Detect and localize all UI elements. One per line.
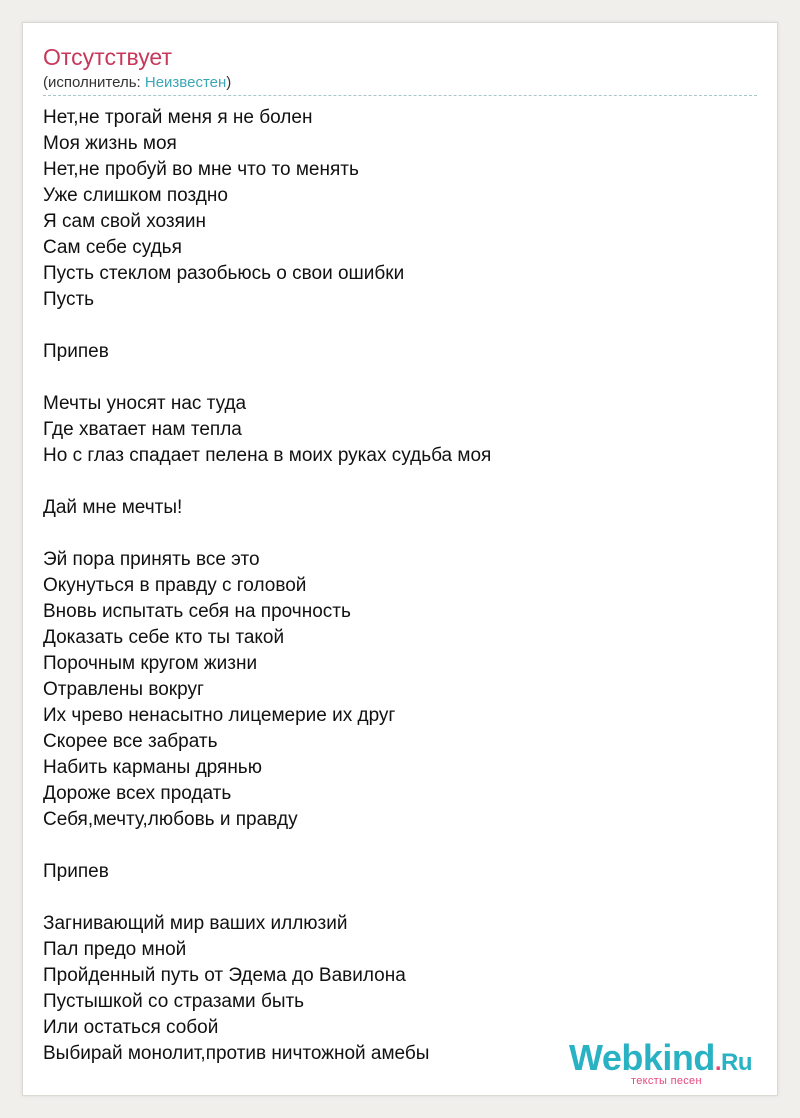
lyrics-page bbox=[22, 22, 778, 1096]
lyric-line: Набить карманы дрянью bbox=[43, 757, 262, 778]
lyric-line bbox=[43, 885, 759, 911]
lyric-line: Выбирай монолит,против ничтожной амебы bbox=[43, 1043, 430, 1064]
lyric-line: Пустышкой со стразами быть bbox=[43, 991, 305, 1012]
lyric-line: Дороже всех продать bbox=[43, 783, 232, 804]
artist-line bbox=[43, 74, 231, 92]
lyric-line: Припев bbox=[43, 341, 109, 362]
artist-prefix: (исполнитель: bbox=[43, 74, 145, 91]
lyric-line: Отравлены вокруг bbox=[43, 679, 204, 700]
artist-suffix: ) bbox=[226, 74, 232, 91]
lyric-line: Себя,мечту,любовь и правду bbox=[43, 809, 298, 830]
lyric-line bbox=[43, 313, 759, 339]
header-divider bbox=[43, 95, 757, 96]
lyric-line: Но с глаз спадает пелена в моих руках судьба моя bbox=[43, 445, 492, 466]
lyric-line bbox=[43, 469, 759, 495]
lyric-line: Вновь испытать себя на прочность bbox=[43, 601, 351, 622]
lyric-line: Их чрево ненасытно лицемерие их друг bbox=[43, 705, 396, 726]
lyric-line: Мечты уносят нас туда bbox=[43, 393, 247, 414]
lyric-line: Окунуться в правду с головой bbox=[43, 575, 307, 596]
lyric-line bbox=[43, 521, 759, 547]
lyric-line: Загнивающий мир ваших иллюзий bbox=[43, 913, 348, 934]
lyric-line: Дай мне мечты! bbox=[43, 497, 183, 518]
lyric-line: Скорее все забрать bbox=[43, 731, 218, 752]
logo-wordmark bbox=[569, 1037, 752, 1079]
lyric-line: Сам себе судья bbox=[43, 237, 182, 258]
lyric-line: Нет,не трогай меня я не болен bbox=[43, 107, 313, 128]
lyric-line: Доказать себе кто ты такой bbox=[43, 627, 285, 648]
lyrics-text bbox=[43, 105, 759, 1067]
lyric-line: Я сам свой хозяин bbox=[43, 211, 206, 232]
lyric-line: Или остаться собой bbox=[43, 1017, 219, 1038]
lyric-line: Где хватает нам тепла bbox=[43, 419, 242, 440]
logo-main-text: Webkind bbox=[569, 1037, 715, 1078]
lyric-line bbox=[43, 833, 759, 859]
lyric-line: Припев bbox=[43, 861, 109, 882]
song-title: Отсутствует bbox=[43, 44, 172, 70]
lyric-line: Пройденный путь от Эдема до Вавилона bbox=[43, 965, 406, 986]
lyric-line: Моя жизнь моя bbox=[43, 133, 177, 154]
lyric-line: Пусть стеклом разобьюсь о свои ошибки bbox=[43, 263, 405, 284]
logo-dot: . bbox=[714, 1049, 722, 1076]
lyric-line: Эй пора принять все это bbox=[43, 549, 260, 570]
logo-tld: Ru bbox=[721, 1049, 753, 1076]
lyric-line: Порочным кругом жизни bbox=[43, 653, 258, 674]
artist-link[interactable]: Неизвестен bbox=[144, 74, 227, 91]
lyric-line: Пал предо мной bbox=[43, 939, 187, 960]
webkind-logo bbox=[569, 1037, 769, 1087]
logo-tagline: тексты песен bbox=[631, 1075, 702, 1087]
lyric-line: Пусть bbox=[43, 289, 95, 310]
lyric-line: Нет,не пробуй во мне что то менять bbox=[43, 159, 359, 180]
lyric-line: Уже слишком поздно bbox=[43, 185, 228, 206]
lyric-line bbox=[43, 365, 759, 391]
